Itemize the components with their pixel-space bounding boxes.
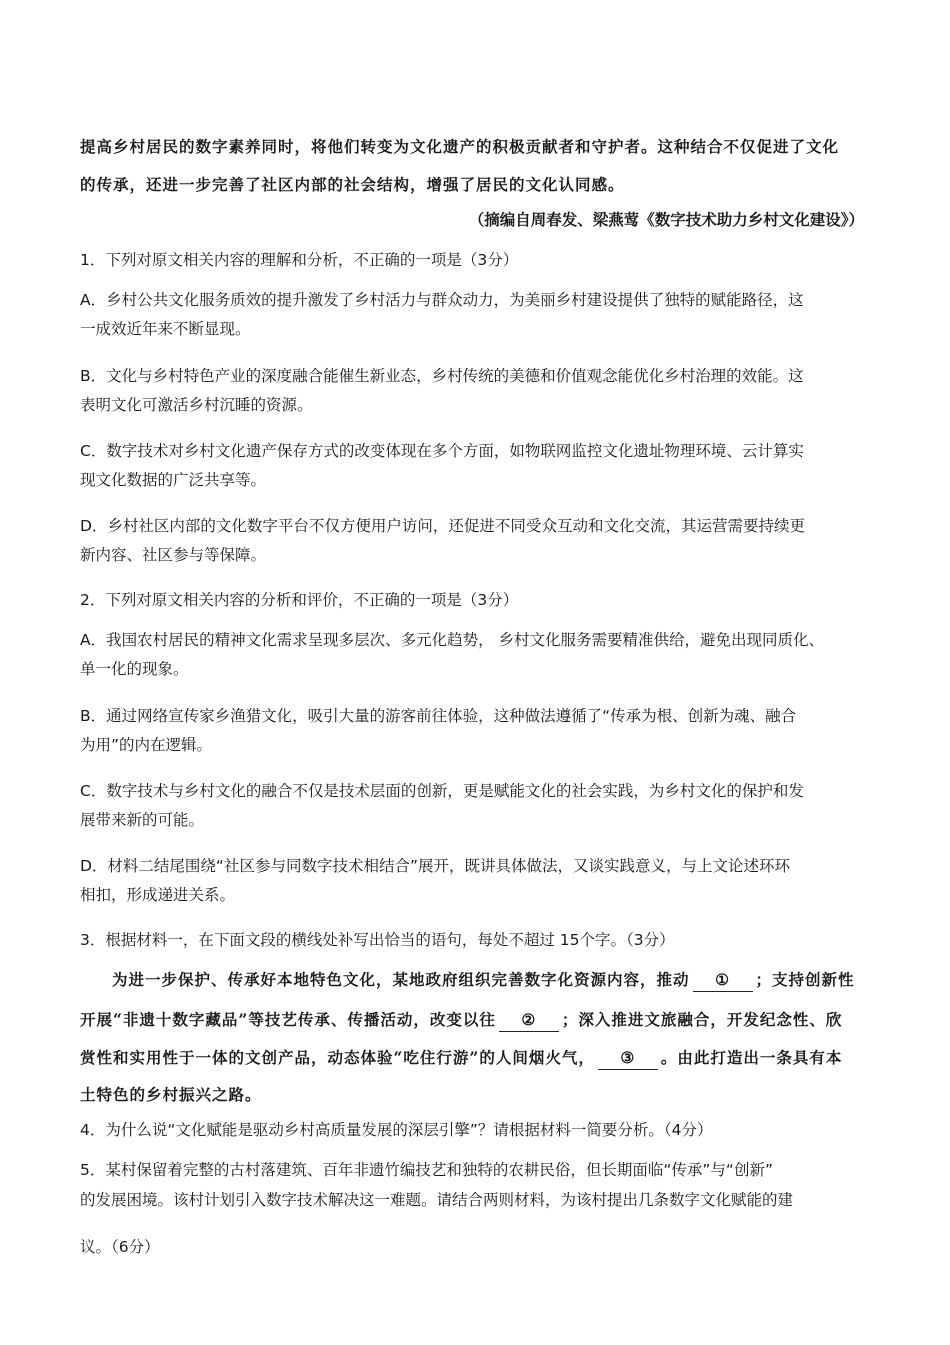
q1-option-a-line: 一成效近年来不断显现。	[80, 320, 251, 338]
q2-option-c-line: C．数字技术与乡村文化的融合不仅是技术层面的创新，更是赋能文化的社会实践，为乡村文化的保护和发	[80, 782, 804, 800]
passage-source: （摘编自周春发、梁燕莺《数字技术助力乡村文化建设》）	[468, 210, 864, 229]
q3-text: ；深入推进文旅融合，开发纪念性、欣	[561, 1010, 843, 1029]
q3-passage-line	[80, 1043, 875, 1073]
q2-option-a-line: 单一化的现象。	[80, 660, 189, 678]
q3-text: ；支持创新性	[755, 970, 855, 989]
q1-option-a-line: A．乡村公共文化服务质效的提升激发了乡村活力与群众动力，为美丽乡村建设提供了独特的赋能路径，这	[80, 291, 804, 309]
q2-option-b-line: 为用”的内在逻辑。	[80, 736, 213, 754]
question-5-line: 的发展困境。该村计划引入数字技术解决这一难题。请结合两则材料，为该村提出几条数字文化赋能的建	[80, 1191, 794, 1209]
q2-option-d-line: D．材料二结尾围绕“社区参与同数字技术相结合”展开，既讲具体做法，又谈实践意义，与上文论述环环	[80, 857, 790, 875]
q3-passage-line	[80, 1005, 875, 1035]
q2-option-b-line: B．通过网络宣传家乡渔猎文化，吸引大量的游客前往体验，这种做法遵循了“传承为根、创新为魂、融合	[80, 707, 797, 725]
question-5-line: 5．某村保留着完整的古村落建筑、百年非遗竹编技艺和独特的农耕民俗，但长期面临“传承”与“创新”	[80, 1161, 773, 1179]
q1-option-b-line: B．文化与乡村特色产业的深度融合能催生新业态，乡村传统的美德和价值观念能优化乡村治理的效能。这	[80, 367, 804, 385]
question-2-stem: 2．下列对原文相关内容的分析和评价，不正确的一项是（3分）	[80, 591, 519, 609]
q1-option-b-line: 表明文化可激活乡村沉睡的资源。	[80, 396, 313, 414]
passage-line: 的传承，还进一步完善了社区内部的社会结构，增强了居民的文化认同感。	[80, 175, 625, 194]
q3-passage-line	[112, 965, 907, 995]
question-1-stem: 1．下列对原文相关内容的理解和分析，不正确的一项是（3分）	[80, 251, 519, 269]
q3-blank-3[interactable]: ③	[598, 1047, 658, 1070]
q2-option-d-line: 相扣，形成递进关系。	[80, 886, 236, 904]
q3-text: 开展“非遗十数字藏品”等技艺传承、传播活动，改变以往	[80, 1010, 496, 1029]
question-4-stem: 4．为什么说“文化赋能是驱动乡村高质量发展的深层引擎”？请根据材料一简要分析。（4分）	[80, 1121, 713, 1139]
q3-text: 为进一步保护、传承好本地特色文化，某地政府组织完善数字化资源内容，推动	[112, 970, 690, 989]
q3-blank-1[interactable]: ①	[693, 969, 753, 992]
q1-option-c-line: 现文化数据的广泛共享等。	[80, 471, 267, 489]
q3-text: 赏性和实用性于一体的文创产品，动态体验“吃住行游”的人间烟火气，	[80, 1048, 595, 1067]
question-5-line: 议。（6分）	[80, 1238, 160, 1256]
q2-option-c-line: 展带来新的可能。	[80, 811, 205, 829]
q3-blank-2[interactable]: ②	[499, 1009, 559, 1032]
passage-line: 提高乡村居民的数字素养同时，将他们转变为文化遗产的积极贡献者和守护者。这种结合不仅促进了文化	[80, 137, 840, 156]
q1-option-d-line: D．乡村社区内部的文化数字平台不仅方便用户访问，还促进不同受众互动和文化交流，其运营需要持续更	[80, 517, 805, 535]
q1-option-c-line: C．数字技术对乡村文化遗产保存方式的改变体现在多个方面，如物联网监控文化遗址物理环境、云计算实	[80, 442, 804, 460]
q3-passage-line: 土特色的乡村振兴之路。	[80, 1085, 262, 1104]
question-3-stem: 3．根据材料一，在下面文段的横线处补写出恰当的语句，每处不超过 15个字。（3分）	[80, 931, 675, 949]
q2-option-a-line: A．我国农村居民的精神文化需求呈现多层次、多元化趋势， 乡村文化服务需要精准供给，避免出现同质化、	[80, 631, 825, 649]
q3-text: 。由此打造出一条具有本	[660, 1048, 843, 1067]
q1-option-d-line: 新内容、社区参与等保障。	[80, 546, 267, 564]
